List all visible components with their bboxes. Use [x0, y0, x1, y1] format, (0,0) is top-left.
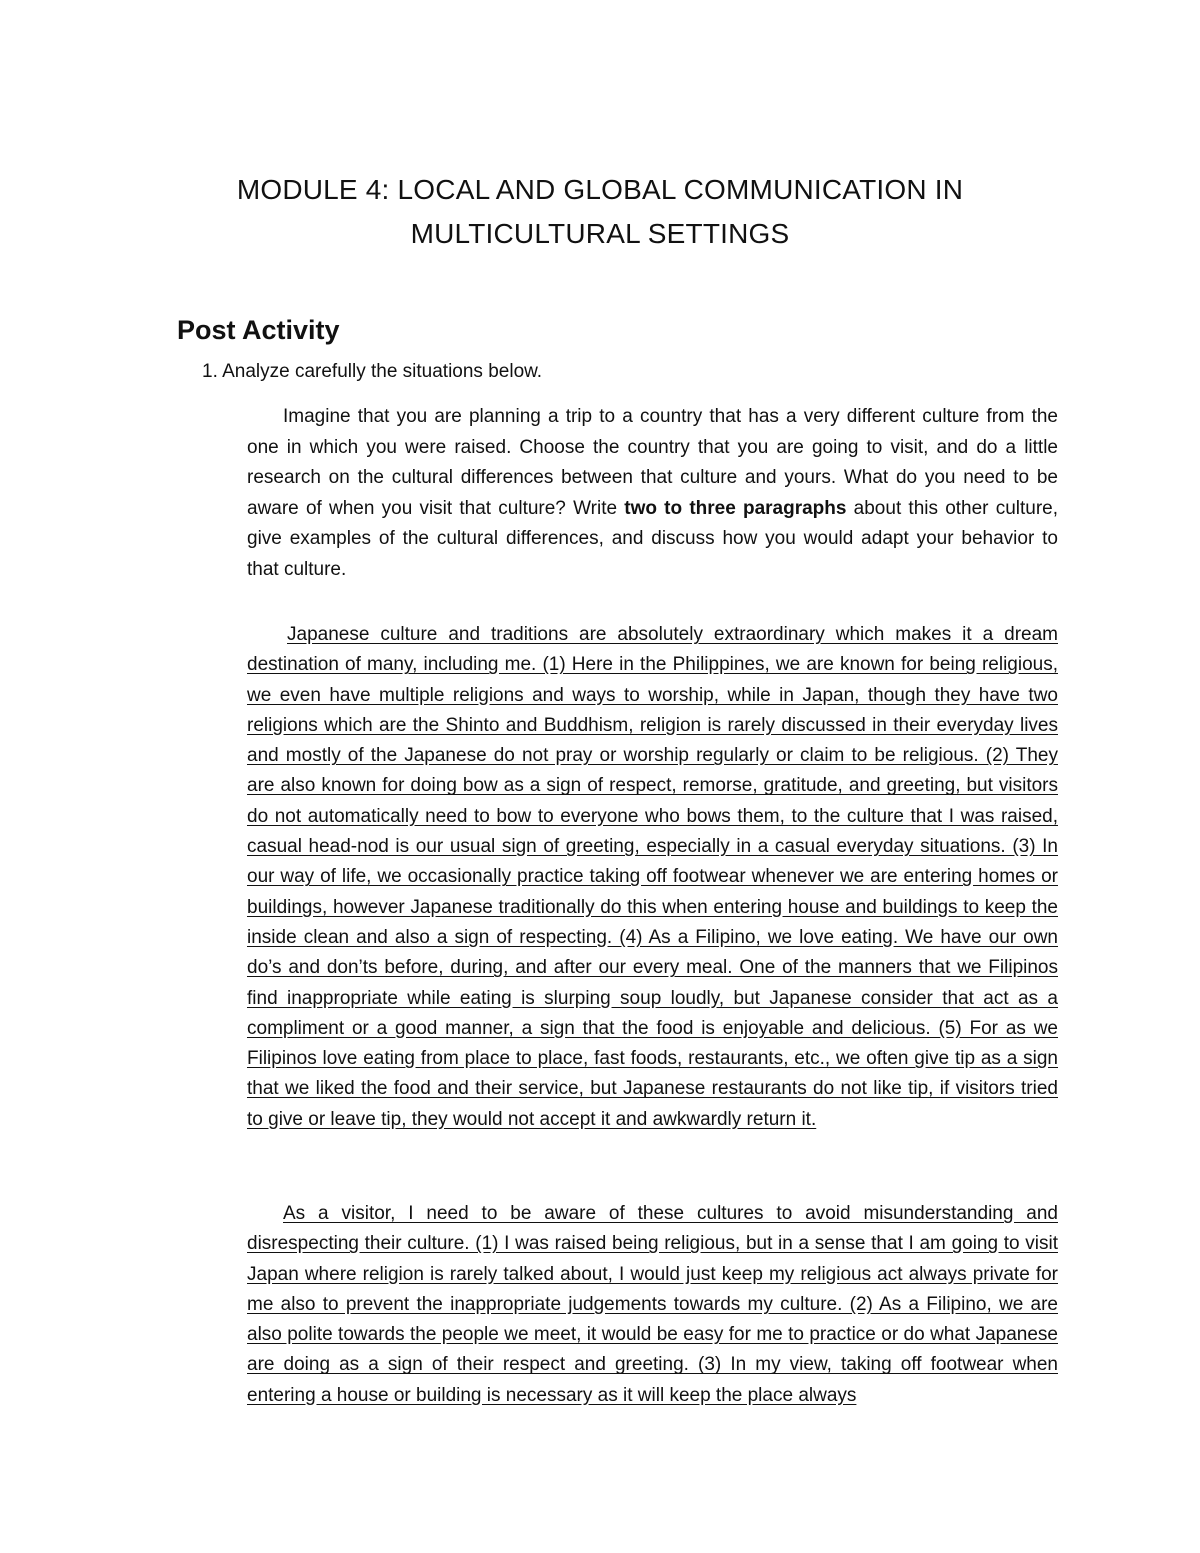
- prompt-text-part-1: Imagine that you are planning a trip to a country that has a very different culture from the one in which you were raised. Choose the country that you are going to visit, and do a little research on the cultural differences between that culture and yours. What do you need to be aware of when you visit that culture? Write: [247, 406, 1058, 519]
- activity-prompt: [247, 402, 1058, 585]
- prompt-bold-text: two to three paragraphs: [624, 497, 847, 519]
- module-title: [150, 168, 1050, 256]
- module-title-line-2: MULTICULTURAL SETTINGS: [410, 218, 790, 249]
- answer-paragraph-1: Japanese culture and traditions are absolutely extraordinary which makes it a dream destination of many, including me. (1) Here in the Philippines, we are known for being religious, we even have multiple religions and ways to worship, while in Japan, though they have two religions which are the Shinto and Buddhism, religion is rarely discussed in their everyday lives and mostly of the Japanese do not pray or worship regularly or claim to be religious. (2) They are also known for doing bow as a sign of respect, remorse, gratitude, and greeting, but visitors do not automatically need to bow to everyone who bows them, to the culture that I was raised, casual head-nod is our usual sign of greeting, especially in a casual everyday situations. (3) In our way of life, we occasionally practice taking off footwear whenever we are entering homes or buildings, however Japanese traditionally do this when entering house and buildings to keep the inside clean and also a sign of respecting. (4) As a Filipino, we love eating. We have our own do’s and don’ts before, during, and after our every meal. One of the manners that we Filipinos find inappropriate while eating is slurping soup loudly, but Japanese consider that act as a compliment or a good manner, a sign that the food is enjoyable and delicious. (5) For as we Filipinos love eating from place to place, fast foods, restaurants, etc., we often give tip as a sign that we liked the food and their service, but Japanese restaurants do not like tip, if visitors tried to give or leave tip, they would not accept it and awkwardly return it.: [247, 624, 1058, 1130]
- answer-paragraph-2: As a visitor, I need to be aware of these cultures to avoid misunderstanding and disrespecting their culture. (1) I was raised being religious, but in a sense that I am going to visit Japan where religion is rarely talked about, I would just keep my religious act always private for me also to prevent the inappropriate judgements towards my culture. (2) As a Filipino, we are also polite towards the people we meet, it would be easy for me to practice or do what Japanese are doing as a sign of their respect and greeting. (3) In my view, taking off footwear when entering a house or building is necessary as it will keep the place always: [247, 1203, 1058, 1406]
- prompt-text-part-2: about this other culture, give examples of the cultural differences, and discuss how you would adapt your behavior to that culture.: [247, 497, 1059, 580]
- instruction-item: 1. Analyze carefully the situations below.: [202, 361, 543, 382]
- section-heading: Post Activity: [177, 315, 340, 345]
- module-title-line-1: MODULE 4: LOCAL AND GLOBAL COMMUNICATION IN: [236, 174, 964, 205]
